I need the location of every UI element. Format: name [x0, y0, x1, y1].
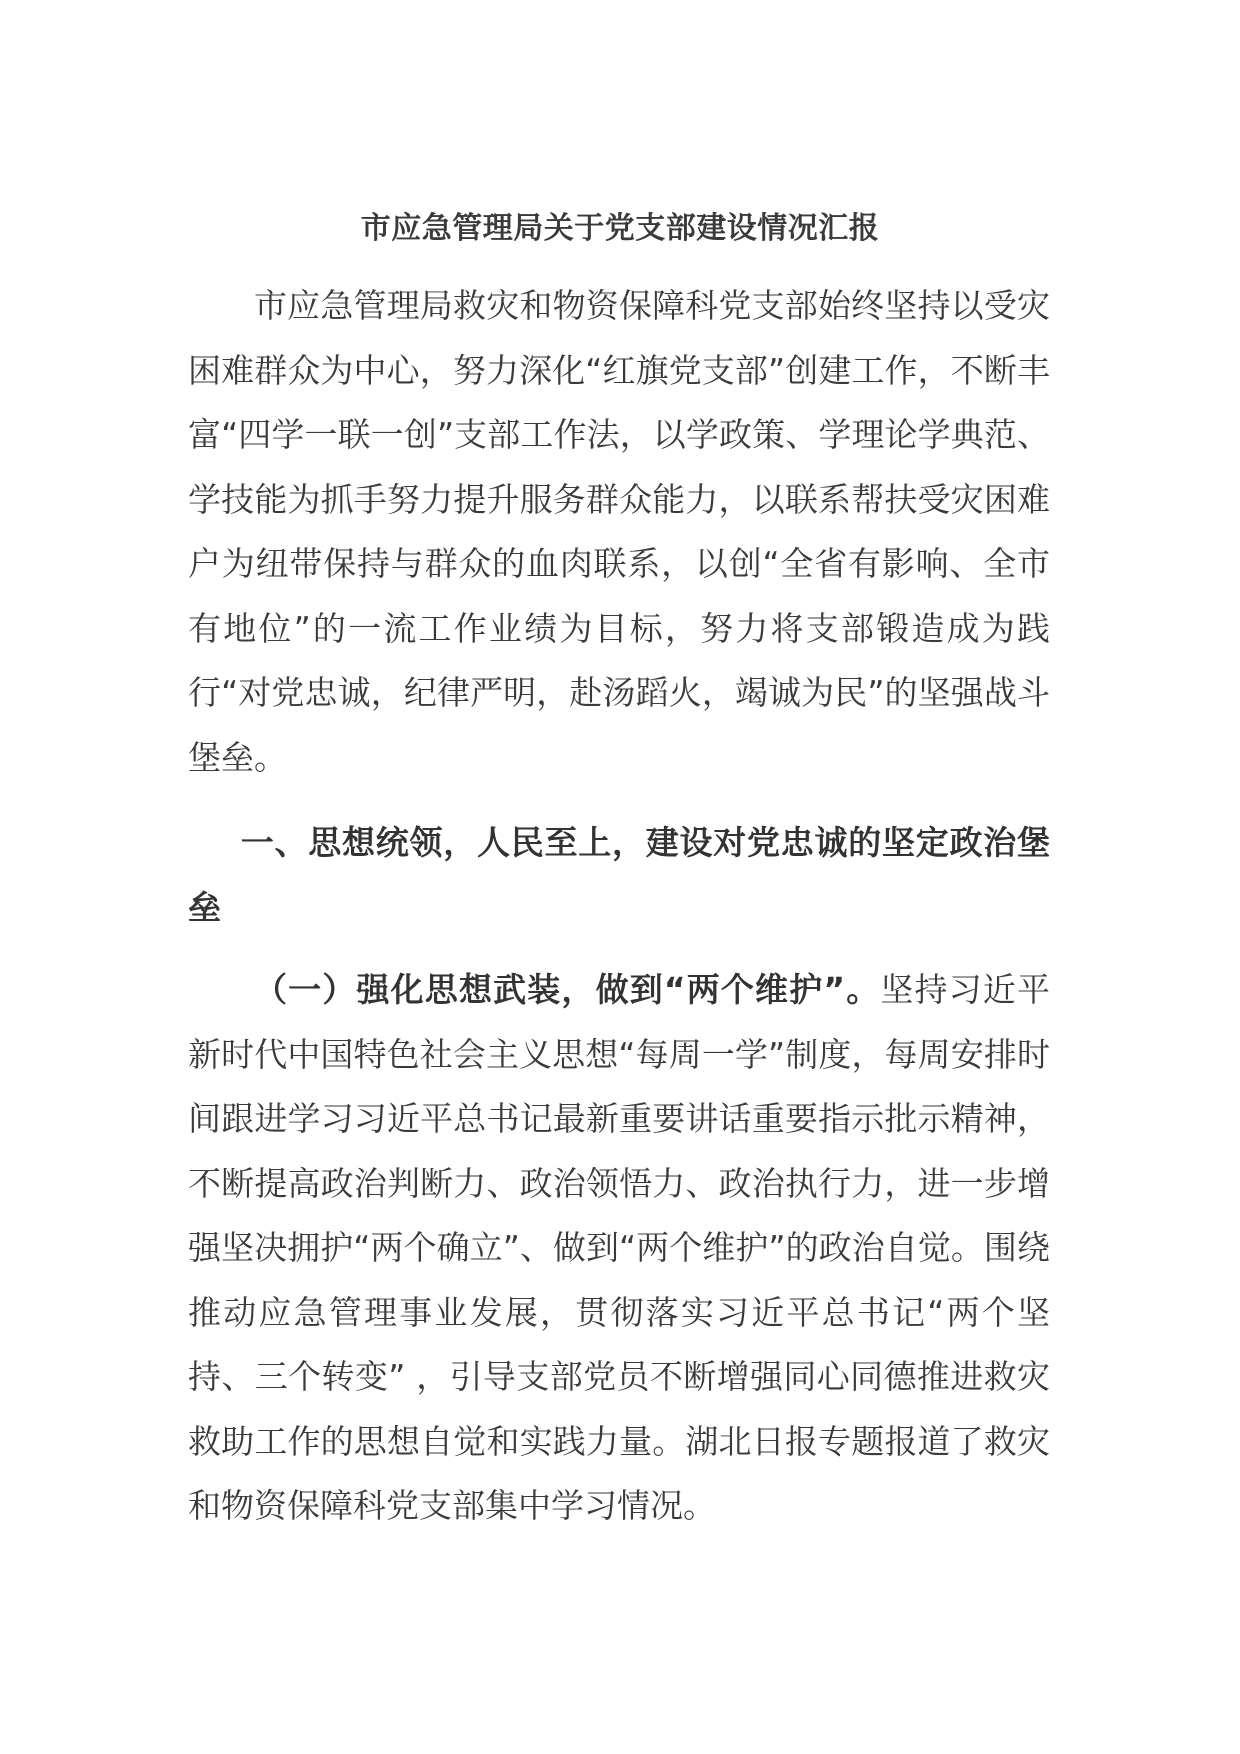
section-heading: 一、思想统领，人民至上，建设对党忠诚的坚定政治堡垒 [188, 823, 1050, 927]
subsection-lead: （一）强化思想武装，做到“两个维护”。 [254, 970, 881, 1009]
intro-paragraph: 市应急管理局救灾和物资保障科党支部始终坚持以受灾困难群众为中心，努力深化“红旗党支部”创建工作，不断丰富“四学一联一创”支部工作法，以学政策、学理论学典范、学技能为抓手努力提升服务群众能力，以联系帮扶受灾困难户为纽带保持与群众的血肉联系，以创“全省有影响、全市有地位”的一流工作业绩为目标，努力将支部锻造成为践行“对党忠诚，纪律严明，赴汤蹈火，竭诚为民”的坚强战斗堡垒。 [188, 286, 1050, 777]
subsection-paragraph [188, 958, 1050, 1539]
document-title: 市应急管理局关于党支部建设情况汇报 [360, 211, 880, 246]
subsection-text: 坚持习近平新时代中国特色社会主义思想“每周一学”制度，每周安排时间跟进学习习近平总书记最新重要讲话重要指示批示精神，不断提高政治判断力、政治领悟力、政治执行力，进一步增强坚决拥护“两个确立”、做到“两个维护”的政治自觉。围绕推动应急管理事业发展，贯彻落实习近平总书记“两个坚持、三个转变” ，引导支部党员不断增强同心同德推进救灾救助工作的思想自觉和实践力量。湖北日报专题报道了救灾和物资保障科党支部集中学习情况。 [188, 970, 1050, 1525]
